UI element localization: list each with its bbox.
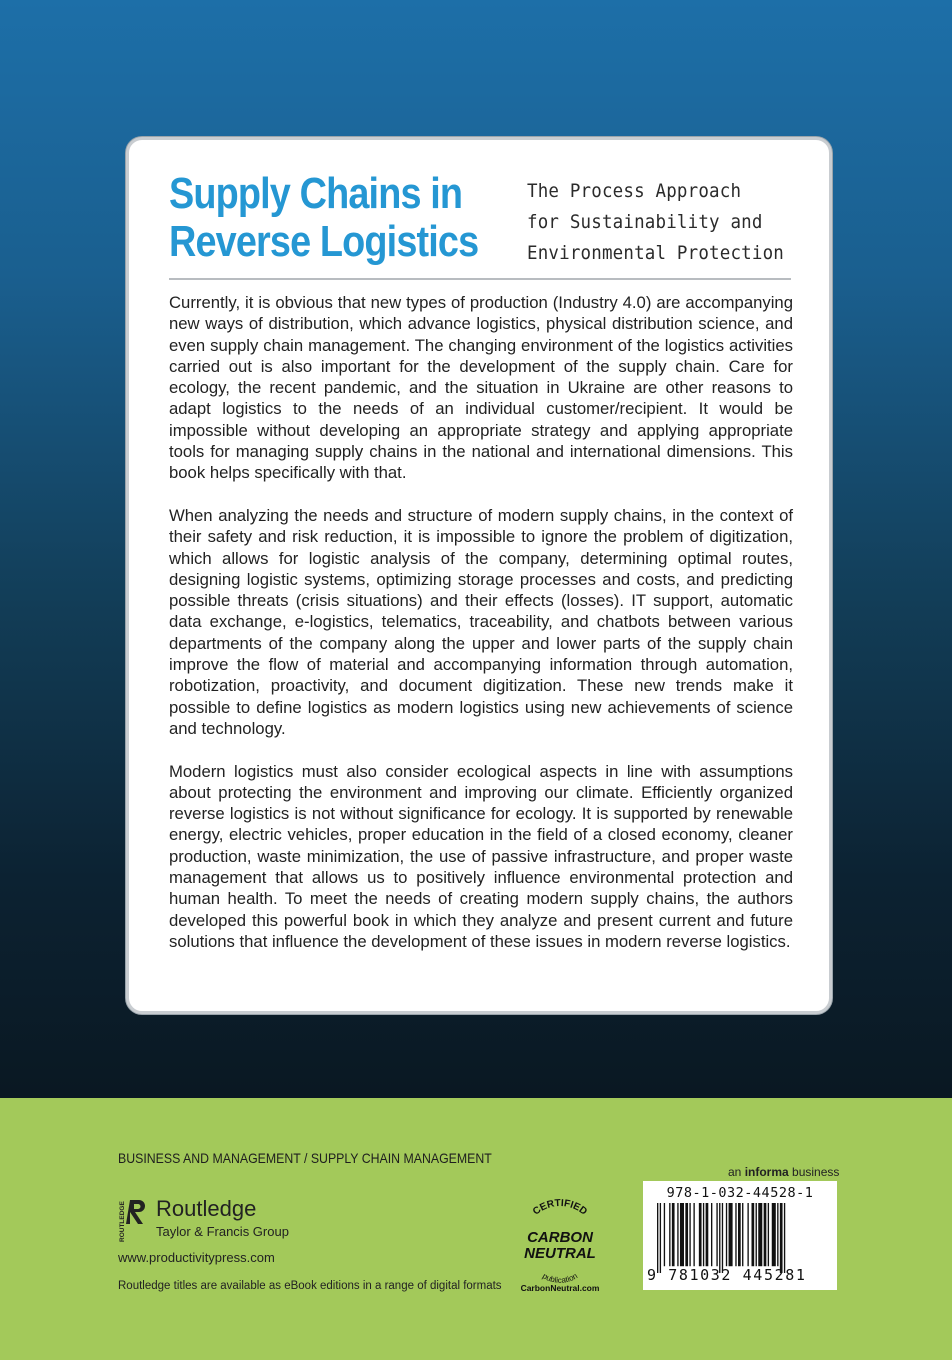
barcode-bar: [738, 1203, 741, 1266]
barcode-bar: [706, 1203, 709, 1266]
isbn-number: 978-1-032-44528-1: [666, 1185, 814, 1201]
footer-band: [0, 1098, 952, 1360]
carbon-line-1: CARBON: [527, 1229, 593, 1246]
barcode-bar: [777, 1203, 778, 1266]
title-divider: [169, 278, 791, 280]
publisher-group: Taylor & Francis Group: [156, 1224, 289, 1239]
barcode-bars: [657, 1203, 829, 1273]
carbon-site: CarbonNeutral.com: [520, 1283, 600, 1293]
informa-tagline: [728, 1165, 839, 1179]
barcode-bar: [699, 1203, 702, 1266]
isbn-barcode: [643, 1181, 837, 1290]
barcode-bar: [703, 1203, 704, 1266]
barcode-bar: [677, 1203, 678, 1266]
book-title: [169, 169, 479, 266]
barcode-bar: [784, 1203, 785, 1273]
barcode-bar: [752, 1203, 755, 1266]
barcode-bar: [735, 1203, 736, 1266]
ebook-note: Routledge titles are available as eBook editions in a range of digital formats: [118, 1280, 502, 1292]
subtitle-line-2: for Sustainability and: [527, 211, 763, 233]
barcode-bar: [768, 1203, 769, 1266]
barcode-bar: [693, 1203, 694, 1266]
subtitle-line-3: Environmental Protection: [527, 242, 784, 264]
barcode-bar: [657, 1203, 658, 1273]
svg-text:CERTIFIED: [531, 1198, 589, 1218]
title-line-2: Reverse Logistics: [169, 217, 479, 266]
barcode-bar: [711, 1203, 712, 1266]
publisher-website[interactable]: www.productivitypress.com: [118, 1250, 275, 1265]
barcode-bar: [672, 1203, 675, 1266]
publisher-logo: [118, 1196, 298, 1246]
carbon-line-2: NEUTRAL: [524, 1245, 596, 1262]
informa-prefix: an: [728, 1165, 745, 1179]
ean-digits: 9 781032 445281: [647, 1266, 807, 1284]
title-line-1: Supply Chains in: [169, 169, 463, 218]
barcode-bar: [685, 1203, 688, 1266]
barcode-bar: [669, 1203, 670, 1266]
barcode-bar: [660, 1203, 661, 1273]
blurb-card: [126, 137, 832, 1014]
carbon-certified-text: CERTIFIED: [531, 1197, 589, 1218]
informa-brand: informa: [744, 1165, 789, 1179]
barcode-bar: [772, 1203, 776, 1266]
barcode-bar: [756, 1203, 757, 1266]
barcode-bar: [719, 1203, 720, 1273]
blurb-paragraph-2: When analyzing the needs and structure of modern supply chains, in the context of their safety and risk reduction, it is impossible to ignore the problem of digitization, which allows for logistic analysis of the company, determining optimal routes, designing logistic systems, optimizing storage processes and costs, and predicting possible threats (crisis situations) and their effects (losses). IT support, automatic data exchange, e-logistics, telematics, traceability, and chatbots between various departments of the company along the upper and lower parts of the supply chain improve the flow of material and accompanying information through automation, robotization, proactivity, and document digitization. These new trends make it possible to define logistics as modern logistics using new achievements of science and technology.: [169, 505, 793, 738]
barcode-bar: [716, 1203, 717, 1266]
routledge-logo-icon: [118, 1196, 146, 1244]
publisher-name: Routledge: [156, 1196, 257, 1221]
barcode-bar: [758, 1203, 762, 1266]
barcode-bar: [680, 1203, 684, 1266]
book-subtitle: [527, 176, 785, 269]
barcode-bar: [729, 1203, 733, 1266]
barcode-bar: [726, 1203, 727, 1266]
barcode-bar: [689, 1203, 690, 1266]
barcode-bar: [747, 1203, 748, 1266]
barcode-bar: [742, 1203, 743, 1266]
carbon-publication-text: publication: [540, 1271, 580, 1285]
barcode-bar: [780, 1203, 783, 1273]
blurb-paragraph-3: Modern logistics must also consider ecological aspects in line with assumptions about protecting the environment and improving our climate. Efficiently organized reverse logistics is not without significance for ecology. It is supported by renewable energy, electric vehicles, proper education in the field of a closed economy, cleaner production, waste minimization, the use of passive infrastructure, and proper waste management that allows us to positively influence environmental protection and human health. To meet the needs of creating modern supply chains, the authors developed this powerful book in which they analyze and present current and future solutions that influence the development of these issues in modern reverse logistics.: [169, 761, 793, 951]
informa-suffix: business: [788, 1165, 840, 1179]
barcode-bar: [722, 1203, 723, 1273]
subject-category: BUSINESS AND MANAGEMENT / SUPPLY CHAIN MANAGEMENT: [118, 1150, 492, 1166]
subtitle-line-1: The Process Approach: [527, 180, 742, 202]
blurb-text: [169, 292, 793, 974]
blurb-paragraph-1: Currently, it is obvious that new types of production (Industry 4.0) are accompanying new ways of distribution, which advance logistics, physical distribution science, and even supply chain management. The changing environment of the logistics activities carried out is also important for the development of the supply chain. Care for ecology, the recent pandemic, and the situation in Ukraine are other reasons to adapt logistics to the needs of an individual customer/recipient. It would be impossible without developing an appropriate strategy and applying appropriate tools for managing supply chains in the national and international dimensions. This book helps specifically with that.: [169, 293, 793, 483]
barcode-bar: [764, 1203, 767, 1266]
logo-vertical-text: ROUTLEDGE: [119, 1201, 126, 1242]
barcode-bar: [664, 1203, 665, 1266]
carbon-neutral-badge: [508, 1192, 612, 1296]
